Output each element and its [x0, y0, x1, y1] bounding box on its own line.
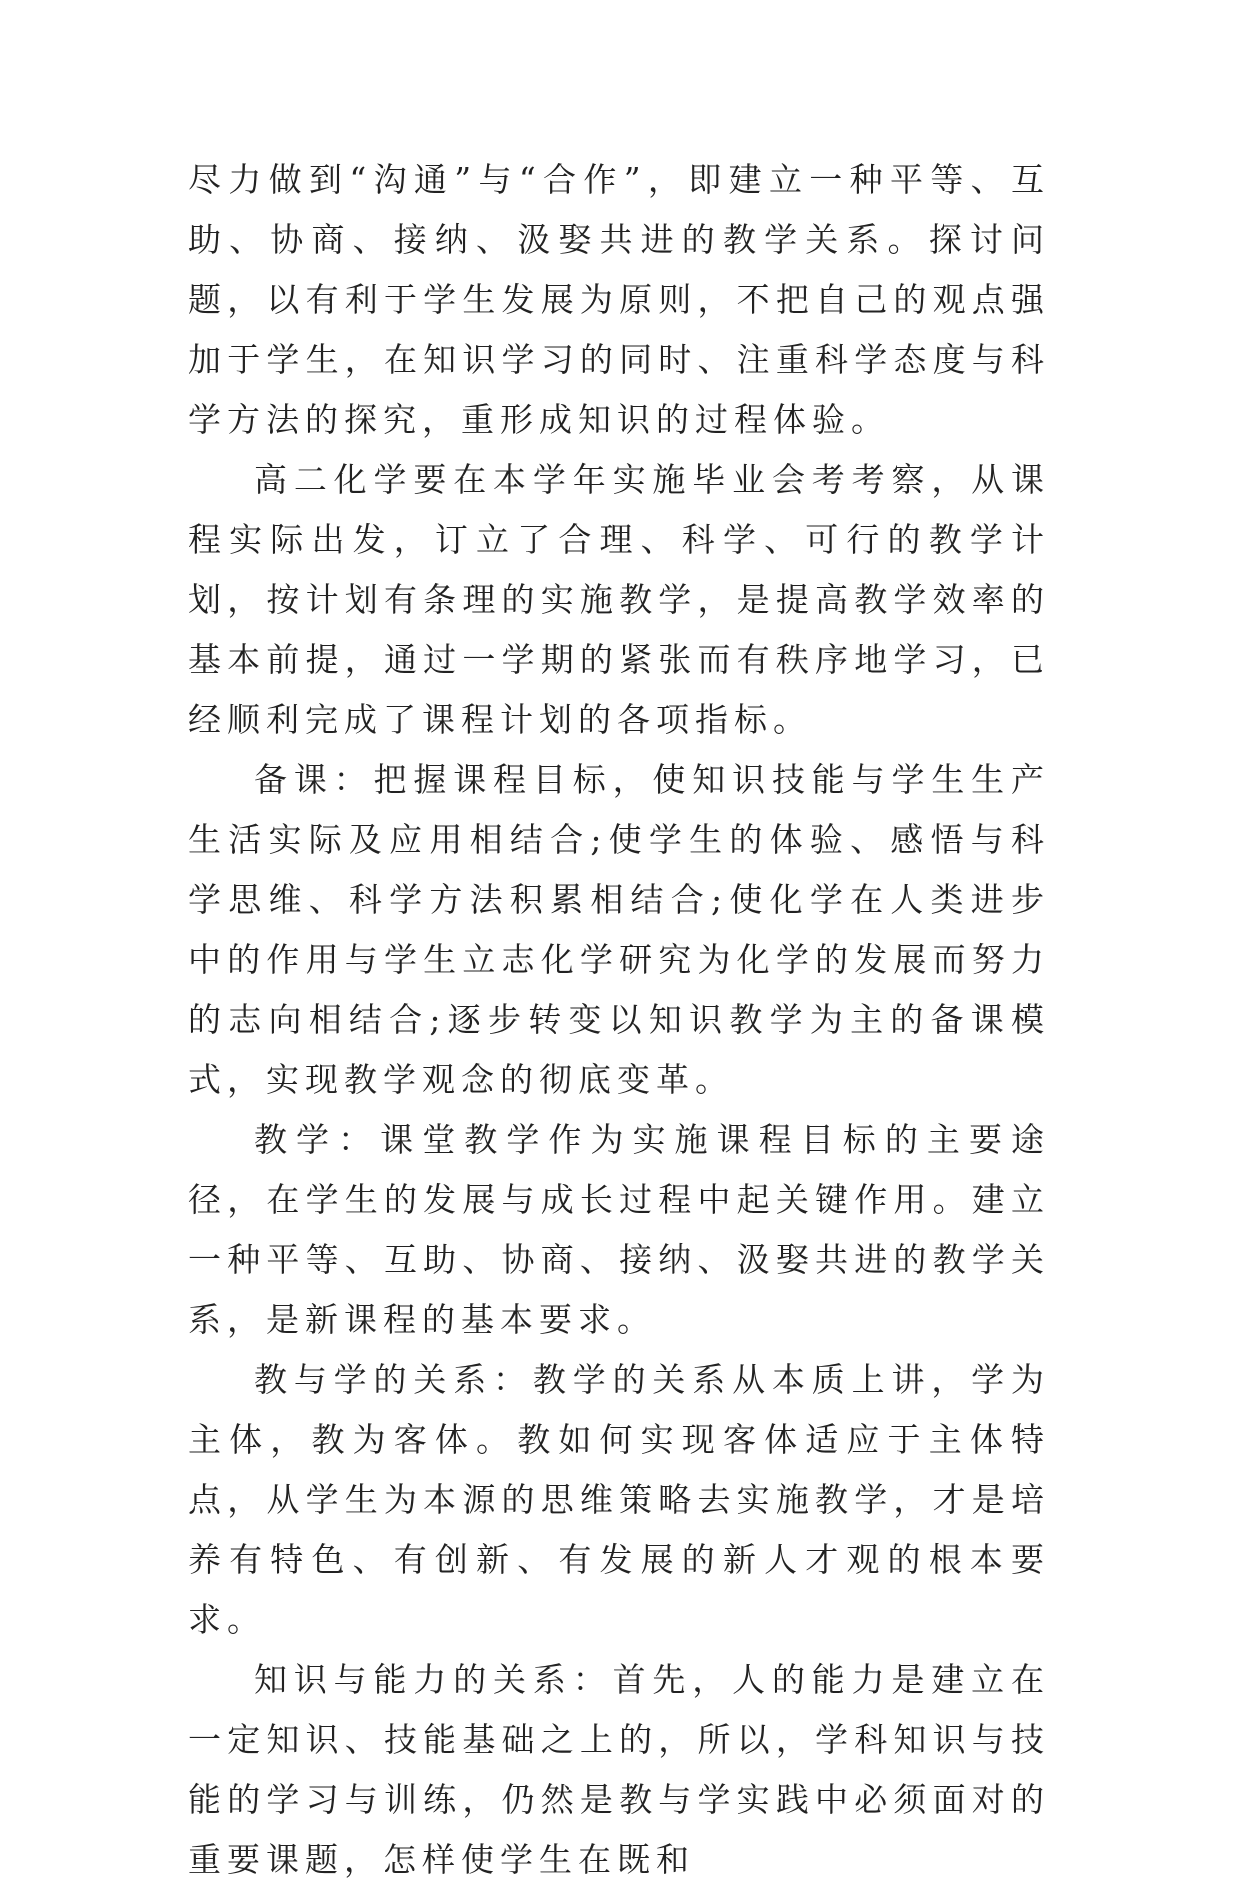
document-body [188, 150, 1050, 1890]
paragraph-6: 知识与能力的关系：首先，人的能力是建立在一定知识、技能基础之上的，所以，学科知识与技能的学习与训练，仍然是教与学实践中必须面对的重要课题，怎样使学生在既和 [188, 1660, 1050, 1879]
paragraph-5: 教与学的关系：教学的关系从本质上讲，学为主体，教为客体。教如何实现客体适应于主体特点，从学生为本源的思维策略去实施教学，才是培养有特色、有创新、有发展的新人才观的根本要求。 [188, 1360, 1050, 1639]
paragraph-1: 尽力做到“沟通”与“合作”，即建立一种平等、互助、协商、接纳、汲娶共进的教学关系。探讨问题，以有利于学生发展为原则，不把自己的观点强加于学生，在知识学习的同时、注重科学态度与科学方法的探究，重形成知识的过程体验。 [188, 160, 1050, 439]
paragraph-4: 教学：课堂教学作为实施课程目标的主要途径，在学生的发展与成长过程中起关键作用。建立一种平等、互助、协商、接纳、汲娶共进的教学关系，是新课程的基本要求。 [188, 1120, 1050, 1339]
paragraph-3: 备课：把握课程目标，使知识技能与学生生产生活实际及应用相结合;使学生的体验、感悟与科学思维、科学方法积累相结合;使化学在人类进步中的作用与学生立志化学研究为化学的发展而努力的志向相结合;逐步转变以知识教学为主的备课模式，实现教学观念的彻底变革。 [188, 760, 1050, 1099]
paragraph-2: 高二化学要在本学年实施毕业会考考察，从课程实际出发，订立了合理、科学、可行的教学计划，按计划有条理的实施教学，是提高教学效率的基本前提，通过一学期的紧张而有秩序地学习，已经顺利完成了课程计划的各项指标。 [188, 460, 1050, 739]
